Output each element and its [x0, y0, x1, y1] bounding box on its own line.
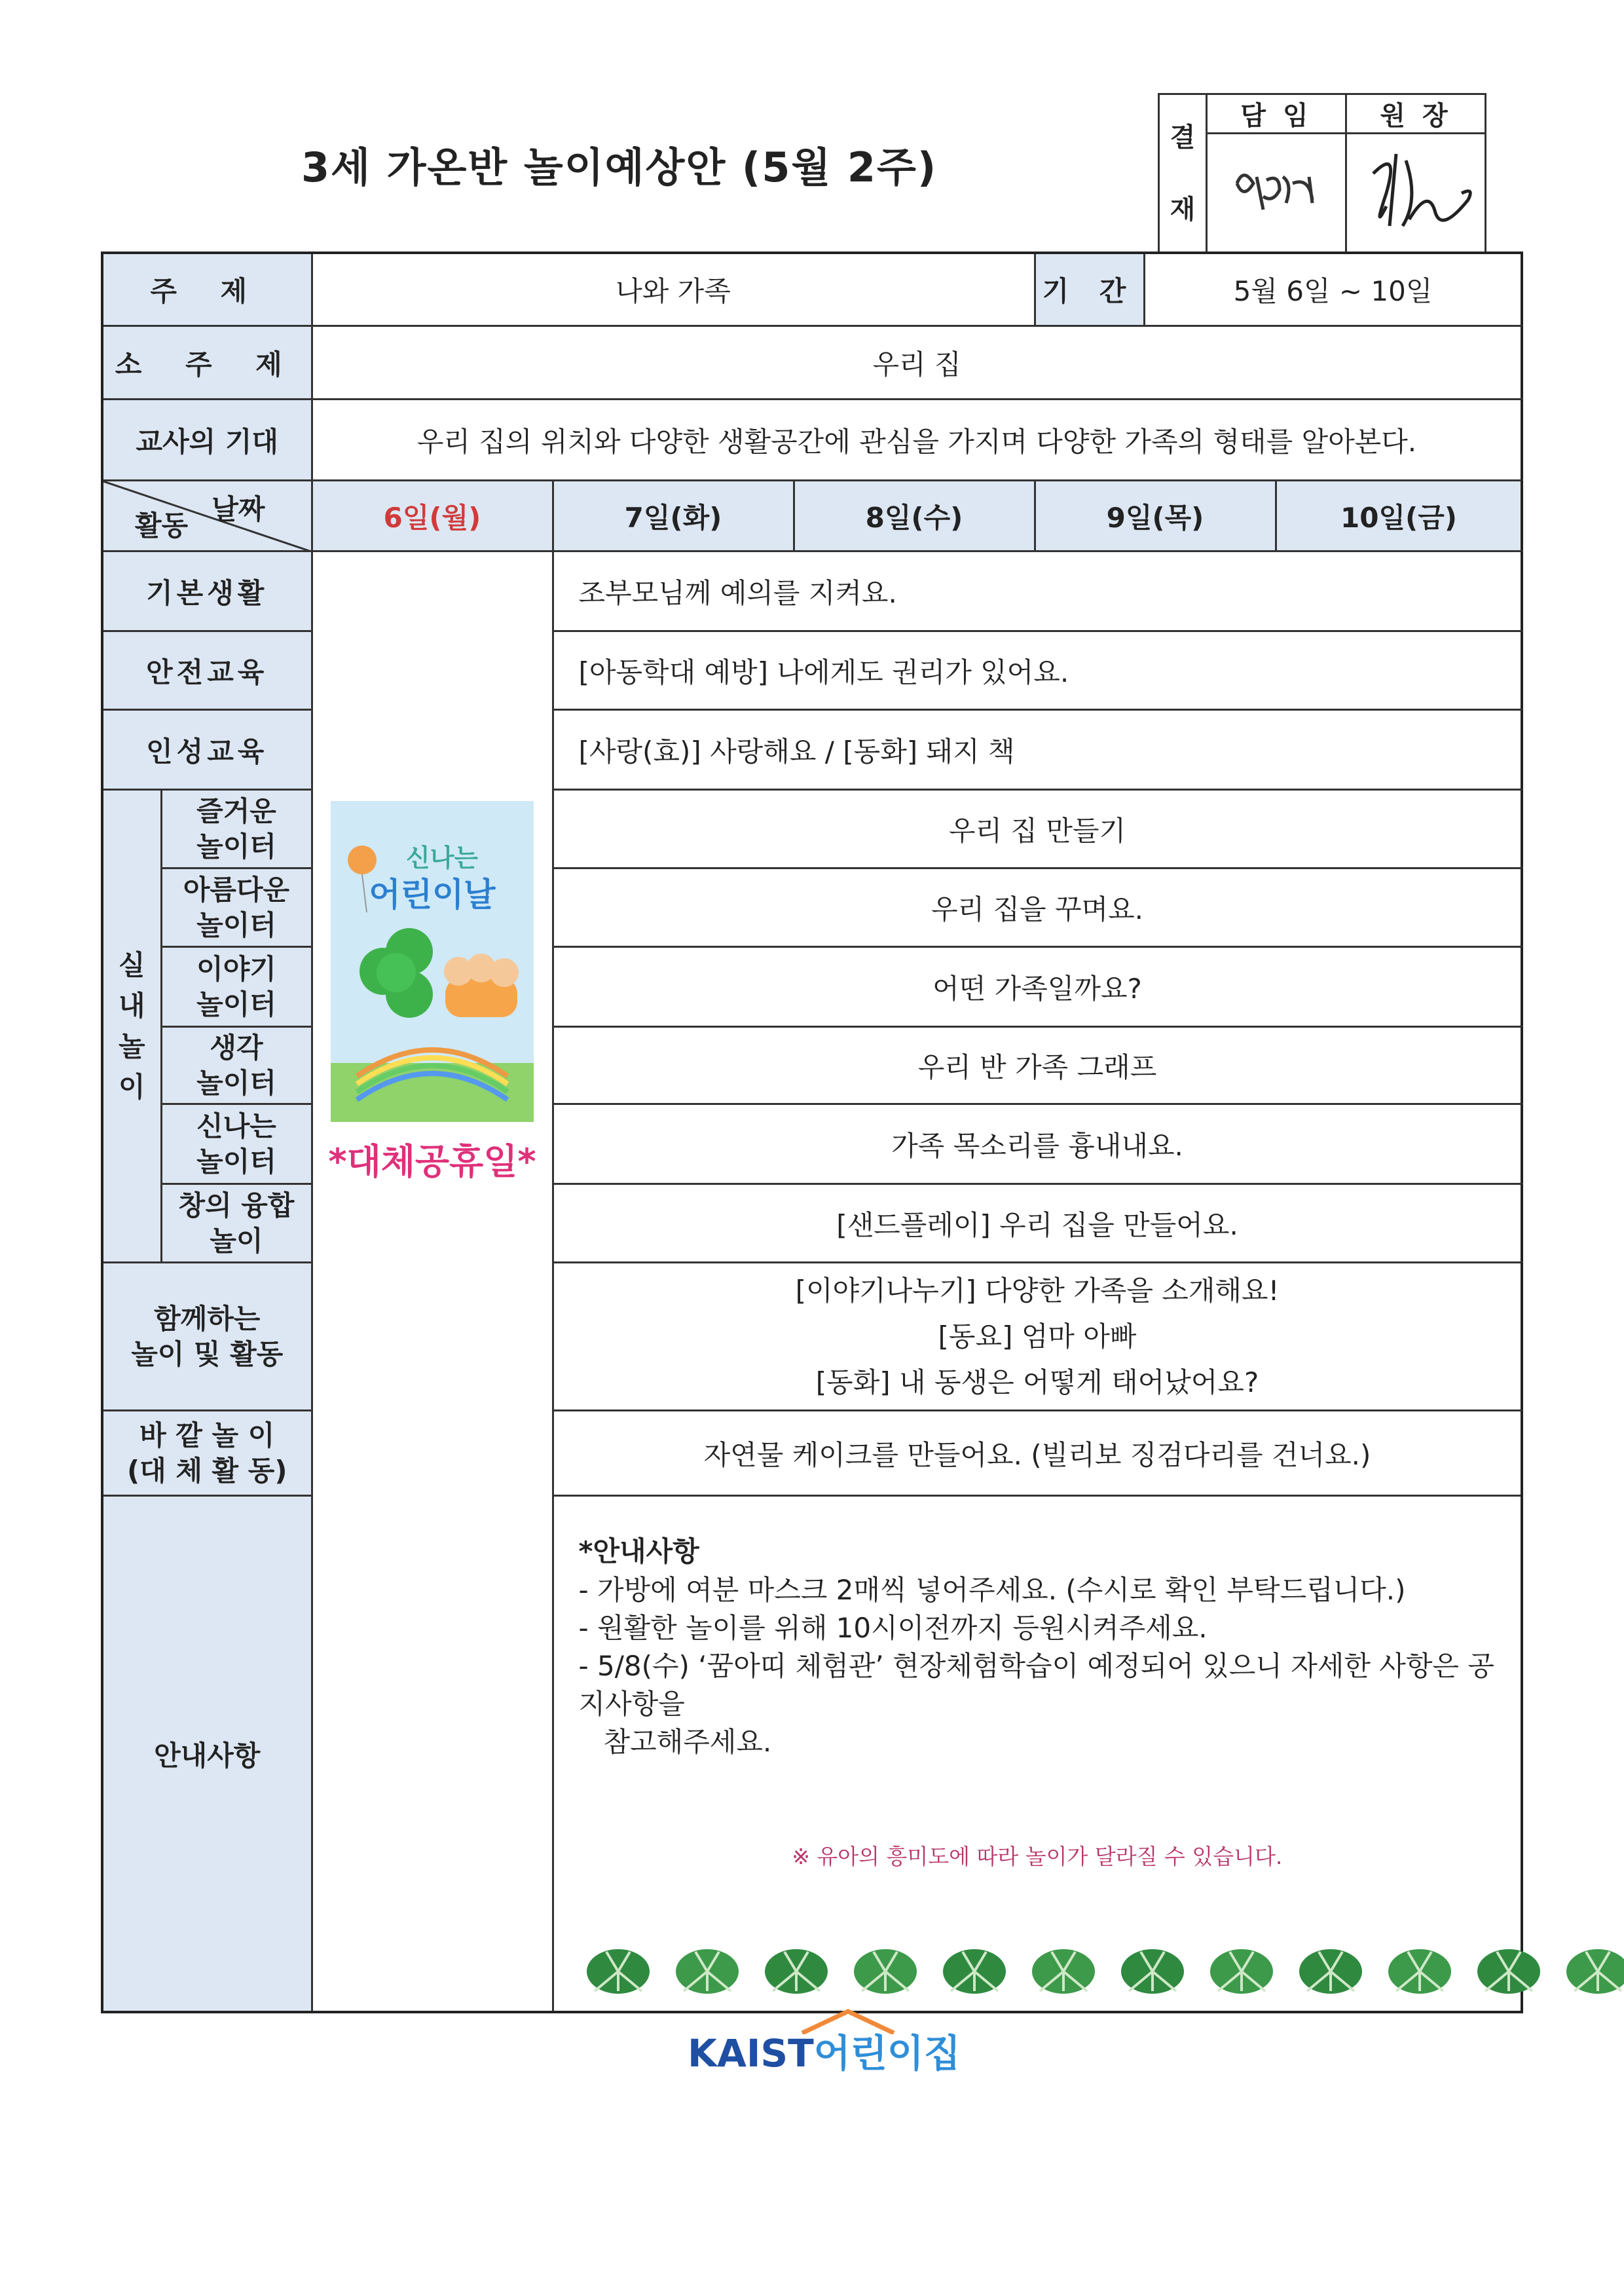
holiday-cell: [312, 551, 553, 2013]
leaf-icon: [1477, 1949, 1540, 1994]
leaf-border: [579, 1939, 1624, 2004]
day-header-thu: 9일(목): [1035, 481, 1276, 551]
day-header-fri: 10일(금): [1276, 481, 1522, 551]
teacher-header: 담 임: [1207, 94, 1346, 134]
notice-item: 참고해주세요.: [603, 1726, 772, 1758]
poster-line2: 어린이날: [369, 876, 496, 914]
day-header-tue: 7일(화): [553, 481, 794, 551]
outdoor-value: 자연물 케이크를 만들어요. (빌리보 징검다리를 건너요.): [553, 1411, 1522, 1496]
character-label: 인성교육: [102, 710, 312, 790]
plan-table: [101, 252, 1523, 2013]
expectation-value: 우리 집의 위치와 다양한 생활공간에 관심을 가지며 다양한 가족의 형태를 알아본다.: [312, 400, 1522, 481]
director-signature-mark: [1347, 134, 1485, 246]
safety-label: 안전교육: [102, 631, 312, 710]
theme-value: 나와 가족: [312, 253, 1035, 326]
basic-life-value: 조부모님께 예의를 지켜요.: [553, 551, 1522, 631]
leaf-icon: [1388, 1949, 1451, 1994]
indoor-sub-label: 생각 놀이터: [161, 1027, 312, 1104]
house-roof-icon: [799, 2008, 897, 2034]
notice-item: - 가방에 여분 마스크 2매씩 넣어주세요. (수시로 확인 부탁드립니다.): [578, 1574, 1406, 1606]
indoor-value: 우리 집 만들기: [553, 790, 1522, 868]
teacher-signature: [1207, 134, 1346, 253]
day-header-mon: 6일(월): [312, 481, 553, 551]
notice-title: *안내사항: [578, 1535, 699, 1567]
leaf-icon: [854, 1949, 917, 1994]
teacher-signature-mark: [1211, 138, 1342, 242]
basic-life-label: 기본생활: [102, 551, 312, 631]
approval-label: 결 재: [1159, 94, 1207, 253]
indoor-value: 어떤 가족일까요?: [553, 947, 1522, 1027]
notice-item: - 원활한 놀이를 위해 10시이전까지 등원시켜주세요.: [578, 1612, 1208, 1644]
leaf-icon: [765, 1949, 828, 1994]
poster-line1: 신나는: [405, 844, 479, 872]
together-item: [동화] 내 동생은 어떻게 태어났어요?: [815, 1366, 1259, 1398]
director-signature: [1346, 134, 1486, 253]
period-value: 5월 6일 ~ 10일: [1233, 275, 1433, 307]
indoor-value: 우리 집을 꾸며요.: [553, 868, 1522, 947]
notice-content: [553, 1496, 1522, 2013]
theme-label: 주 제: [102, 253, 312, 326]
date-label: 날짜: [212, 493, 265, 525]
indoor-sub-label: 이야기 놀이터: [161, 947, 312, 1027]
period-label: 기 간: [1036, 254, 1145, 325]
day-header-wed: 8일(수): [794, 481, 1035, 551]
leaf-icon: [1121, 1949, 1184, 1994]
indoor-play-label: 실 내 놀 이: [102, 790, 161, 1263]
notice-item: - 5/8(수) ‘꿈아띠 체험관’ 현장체험학습이 예정되어 있으니 자세한 사항은 공지사항을: [578, 1650, 1494, 1720]
notice-footnote: ※ 유아의 흥미도에 따라 놀이가 달라질 수 있습니다.: [792, 1844, 1283, 1869]
together-values: [553, 1263, 1522, 1411]
leaf-icon: [1566, 1949, 1624, 1994]
date-activity-header: [102, 481, 312, 551]
subtheme-value: 우리 집: [312, 326, 1522, 400]
together-label: 함께하는 놀이 및 활동: [102, 1263, 312, 1411]
indoor-value: 우리 반 가족 그래프: [553, 1027, 1522, 1104]
safety-value: [아동학대 예방] 나에게도 권리가 있어요.: [553, 631, 1522, 710]
notice-label: 안내사항: [102, 1496, 312, 2013]
director-header: 원 장: [1346, 94, 1486, 134]
leaf-icon: [676, 1949, 739, 1994]
outdoor-label: 바 깥 놀 이 (대 체 활 동): [102, 1411, 312, 1496]
together-item: [동요] 엄마 아빠: [938, 1320, 1137, 1353]
leaf-icon: [1032, 1949, 1095, 1994]
page-title: 3세 가온반 놀이예상안 (5월 2주): [301, 143, 938, 191]
childrens-day-poster: [331, 801, 534, 1122]
holiday-label: *대체공휴일*: [328, 1141, 536, 1182]
indoor-value: 가족 목소리를 흉내내요.: [553, 1104, 1522, 1184]
character-value: [사랑(효)] 사랑해요 / [동화] 돼지 책: [553, 710, 1522, 790]
leaf-icon: [1210, 1949, 1273, 1994]
leaf-icon: [1299, 1949, 1362, 1994]
indoor-sub-label: 신나는 놀이터: [161, 1104, 312, 1184]
indoor-sub-label: 창의 융합 놀이: [161, 1184, 312, 1263]
indoor-sub-label: 아름다운 놀이터: [161, 868, 312, 947]
indoor-sub-label: 즐거운 놀이터: [161, 790, 312, 868]
subtheme-label: 소 주 제: [102, 326, 312, 400]
activity-label: 활동: [135, 510, 189, 542]
expectation-label: 교사의 기대: [102, 400, 312, 481]
together-item: [이야기나누기] 다양한 가족을 소개해요!: [795, 1274, 1280, 1307]
kaist-logo: KAIST어린이집: [688, 2023, 961, 2078]
indoor-value: [샌드플레이] 우리 집을 만들어요.: [553, 1184, 1522, 1263]
leaf-icon: [587, 1949, 650, 1994]
leaf-icon: [943, 1949, 1006, 1994]
approval-box: [1158, 93, 1486, 254]
